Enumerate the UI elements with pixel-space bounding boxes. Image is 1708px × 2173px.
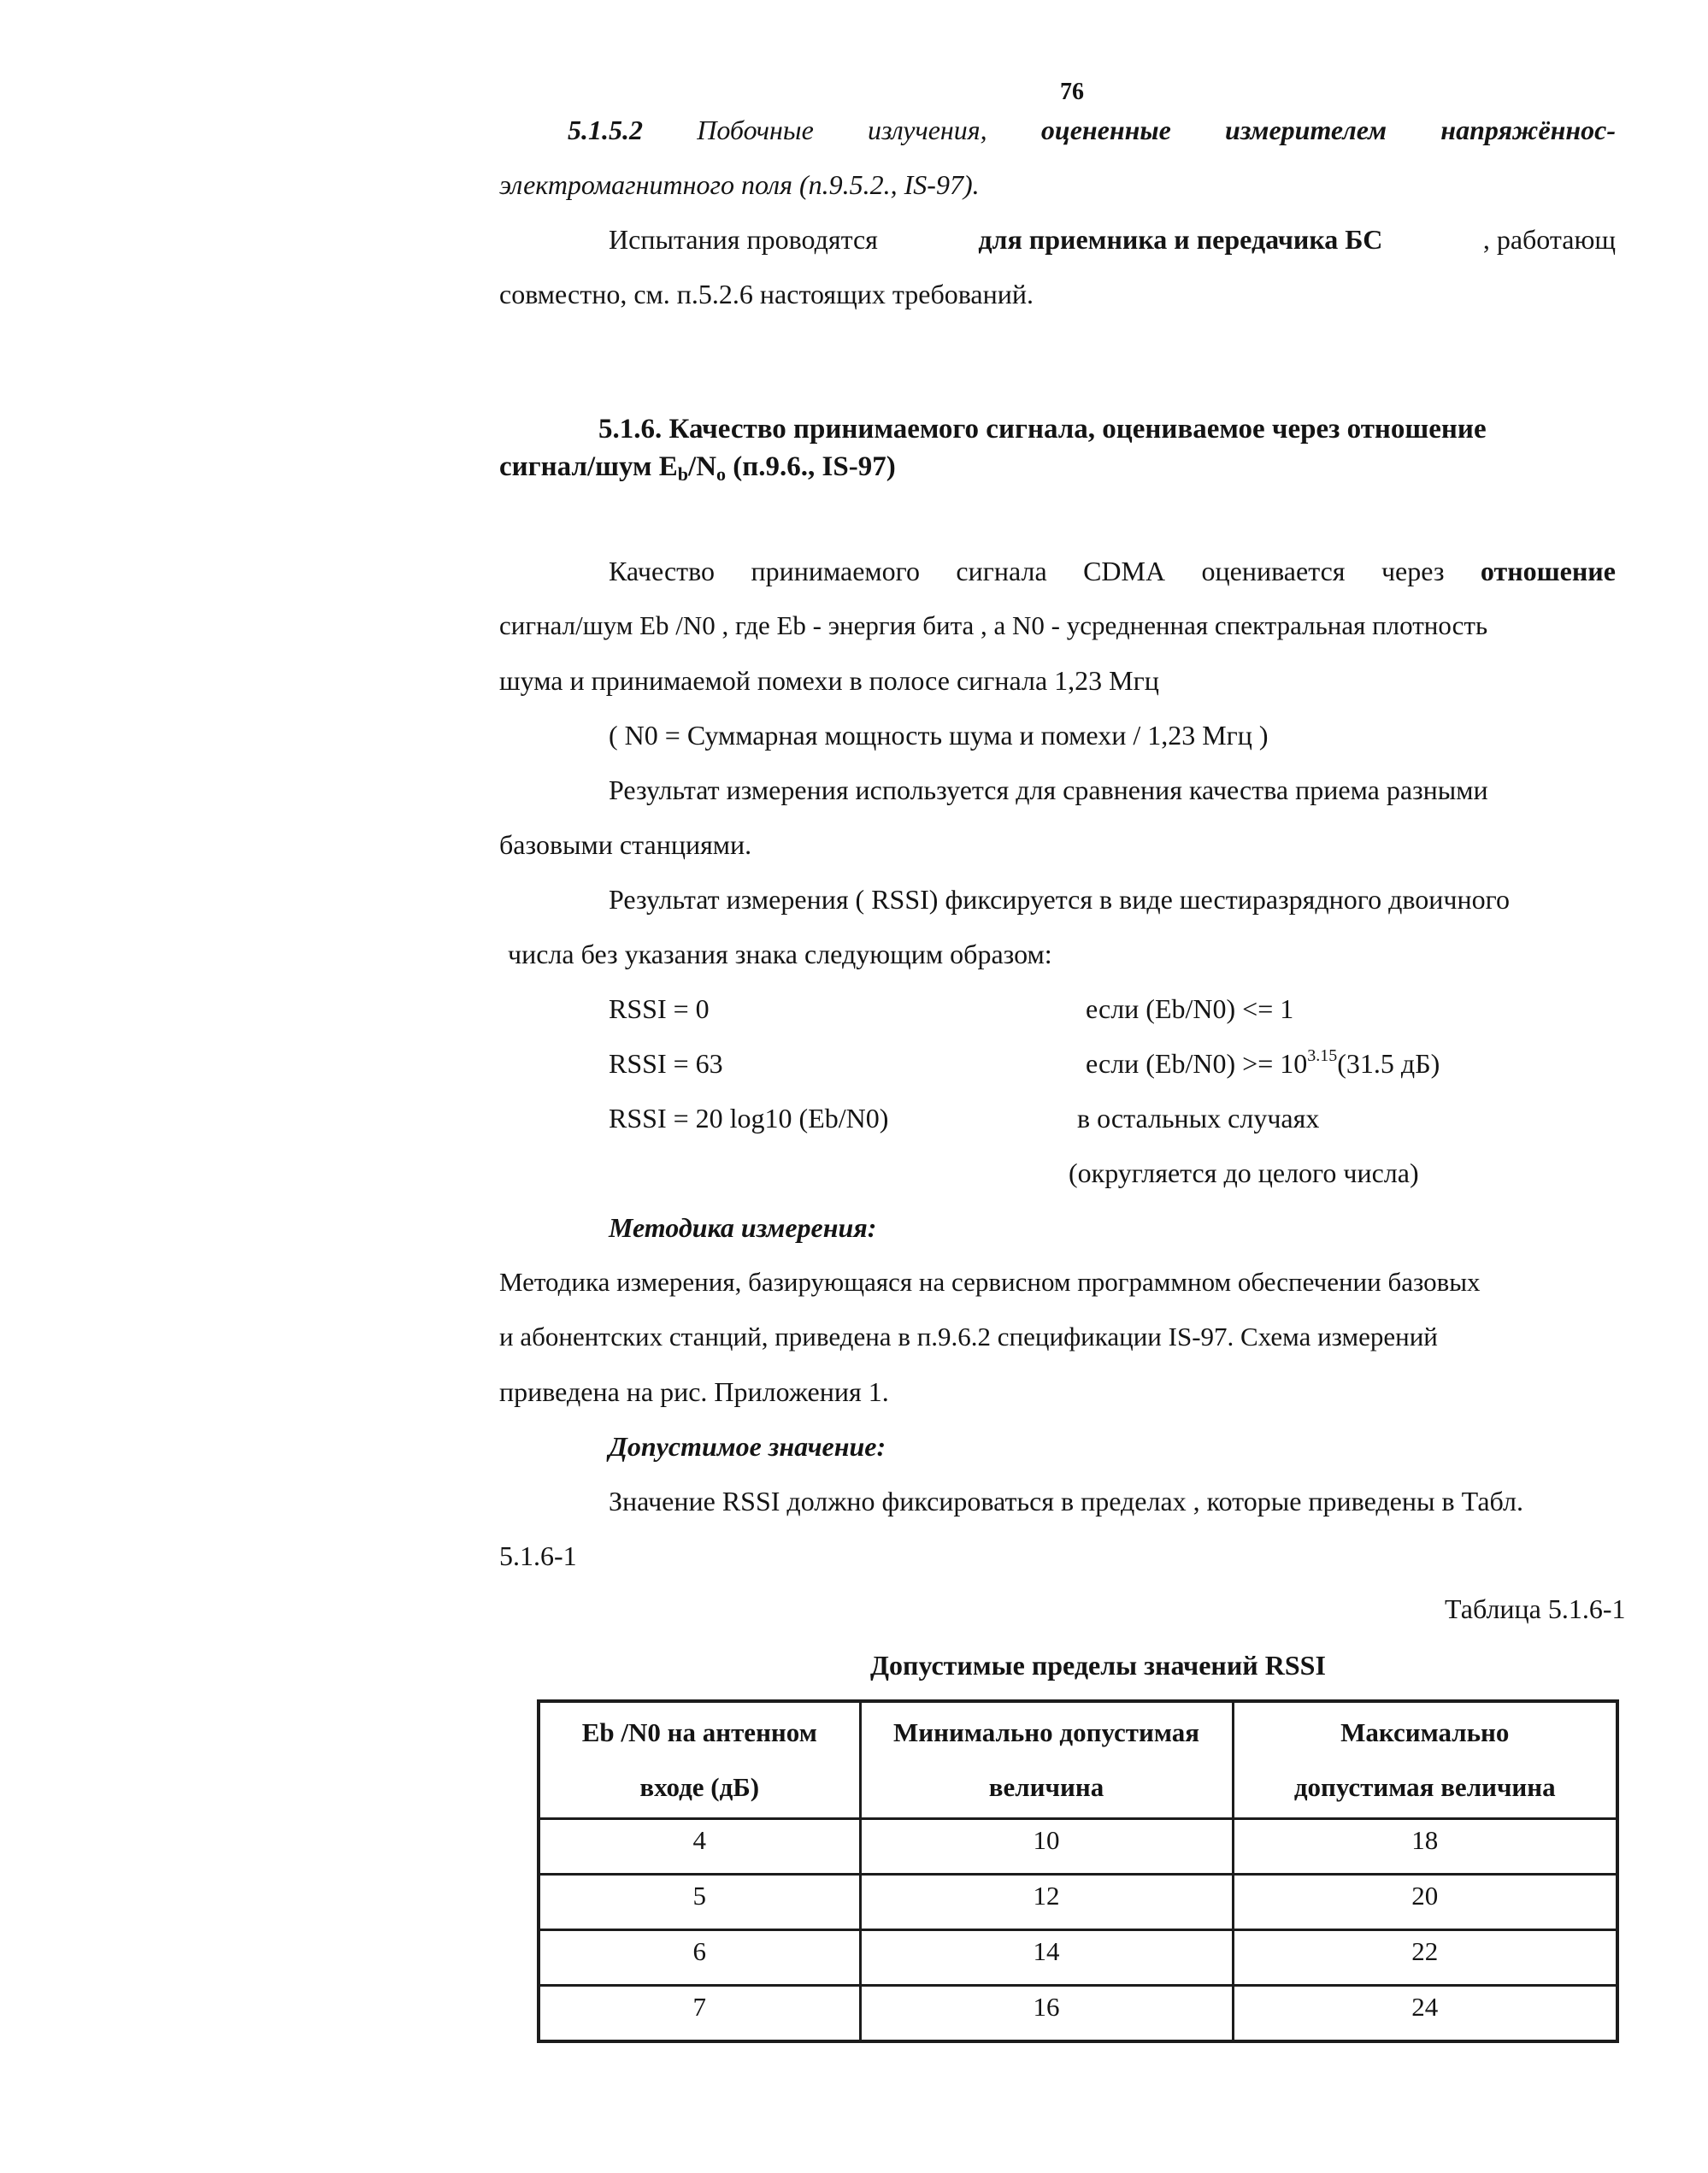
table-cell: 24 [1233,1986,1617,2042]
body-p2-line1: Результат измерения используется для сравнения качества приема разными [609,774,1488,805]
method-heading: Методика измерения: [609,1212,877,1243]
body-p1-line2: сигнал/шум Eb /N0 , где Eb - энергия бита , а N0 - усредненная спектральная плотность [499,610,1488,640]
rule-run: (31.5 дБ) [1337,1048,1440,1079]
table-cell: 10 [860,1819,1233,1875]
word: сигнала [956,556,1047,586]
rssi-rule-left: RSSI = 0 [609,993,710,1024]
table-title: Допустимые пределы значений RSSI [870,1650,1326,1681]
title-word: напряжённос- [1440,115,1616,145]
table-cell: 20 [1233,1875,1617,1930]
rssi-rule-right: в остальных случаях [1077,1103,1320,1134]
word: через [1381,556,1445,586]
table-header-row [539,1701,1617,1819]
table-cell: 22 [1233,1930,1617,1986]
title-word: измерителем [1225,115,1387,145]
rssi-rule-left: RSSI = 63 [609,1048,723,1079]
header-line: Максимально [1340,1717,1510,1747]
table-cell: 18 [1233,1819,1617,1875]
heading-run: /N [688,451,717,482]
method-line3: приведена на рис. Приложения 1. [499,1376,889,1407]
allowed-line1: Значение RSSI должно фиксироваться в пределах , которые приведены в Табл. [609,1486,1523,1516]
page-number: 76 [1060,79,1084,105]
column-header [539,1701,860,1819]
table-label: Таблица 5.1.6-1 [1445,1593,1626,1624]
header-line: входе (дБ) [639,1772,760,1802]
header-line: допустимая величина [1293,1772,1556,1802]
rule-run: если (Eb/N0) >= 10 [1086,1048,1308,1079]
table-cell: 6 [539,1930,860,1986]
section-5152-para-line1 [609,222,1616,256]
word: CDMA [1083,556,1166,586]
table-row [539,1986,1617,2042]
title-word: Побочные [697,115,814,145]
rounding-note: (округляется до целого числа) [1069,1157,1419,1188]
allowed-line2: 5.1.6-1 [499,1540,577,1571]
word: Качество [609,556,716,586]
column-header [860,1701,1233,1819]
word: принимаемого [751,556,920,586]
word: отношение [1480,556,1616,586]
allowed-heading: Допустимое значение: [609,1431,886,1462]
body-p3-line1: Результат измерения ( RSSI) фиксируется в виде шестиразрядного двоичного [609,884,1510,915]
header-line: величина [988,1772,1104,1802]
table-cell: 5 [539,1875,860,1930]
header-line: Минимально допустимая [892,1717,1200,1747]
rssi-rule-left: RSSI = 20 log10 (Eb/N0) [609,1103,889,1134]
table-cell: 4 [539,1819,860,1875]
header-line: Eb /N0 на антенном [581,1717,817,1747]
section-5152-title-line1 [568,113,1616,147]
section-516-heading-line2 [499,451,896,483]
rssi-limits-table [537,1699,1619,2043]
body-p1-line3: шума и принимаемой помехи в полосе сигнала 1,23 Мгц [499,665,1159,696]
table-cell: 16 [860,1986,1233,2042]
body-p3-line2: числа без указания знака следующим образом: [508,939,1052,969]
subscript: o [716,463,727,485]
rssi-rule-right: если (Eb/N0) <= 1 [1086,993,1294,1024]
section-516-heading-line1: 5.1.6. Качество принимаемого сигнала, оцениваемое через отношение [598,414,1487,445]
table-row [539,1875,1617,1930]
text-run-bold: для приемника и передачика БС [978,224,1383,255]
table-row [539,1819,1617,1875]
table-row [539,1930,1617,1986]
heading-run: сигнал/шум E [499,451,678,482]
body-p1-line1 [609,554,1616,588]
section-5152-title-line2: электромагнитного поля (п.9.5.2., IS-97). [499,169,980,200]
table-cell: 7 [539,1986,860,2042]
title-word: излучения, [868,115,987,145]
table-cell: 14 [860,1930,1233,1986]
text-run: , работающ [1482,224,1616,255]
body-p2-line2: базовыми станциями. [499,829,752,860]
superscript: 3.15 [1307,1046,1338,1065]
method-line1: Методика измерения, базирующаяся на сервисном программном обеспечении базовых [499,1267,1481,1297]
table-cell: 12 [860,1875,1233,1930]
section-number: 5.1.5.2 [568,115,643,145]
column-header [1233,1701,1617,1819]
subscript: b [677,463,689,485]
title-word: оцененные [1040,115,1171,145]
formula-n0: ( N0 = Суммарная мощность шума и помехи / 1,23 Мгц ) [609,720,1269,751]
text-run: Испытания проводятся [609,224,878,255]
rssi-rule-right [1086,1046,1440,1081]
section-5152-para-line2: совместно, см. п.5.2.6 настоящих требований. [499,279,1034,309]
word: оценивается [1201,556,1346,586]
heading-run: (п.9.6., IS-97) [726,451,896,482]
method-line2: и абонентских станций, приведена в п.9.6.2 спецификации IS-97. Схема измерений [499,1322,1438,1352]
